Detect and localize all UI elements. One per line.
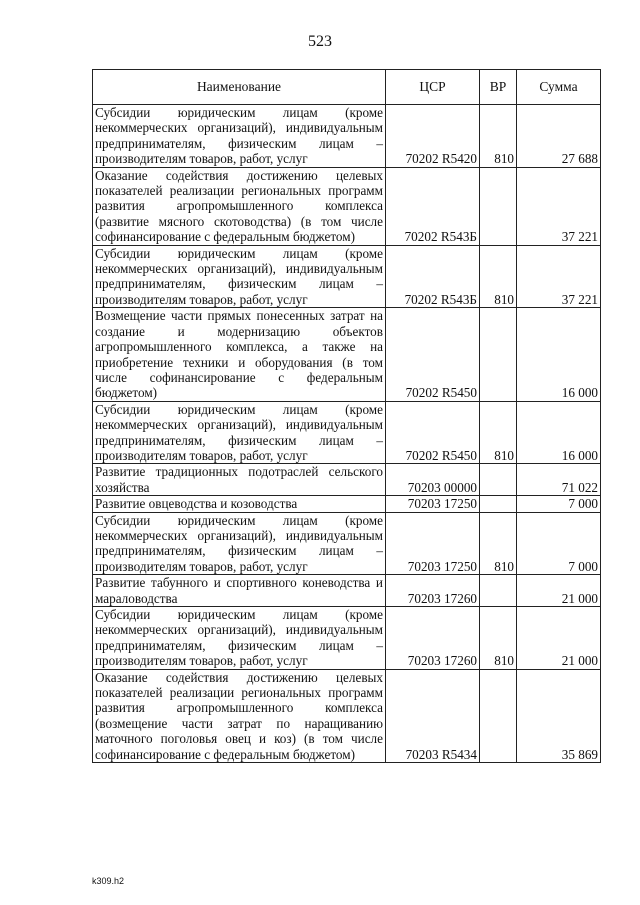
row-vr: 810 <box>480 512 517 575</box>
row-vr: 810 <box>480 401 517 464</box>
header-csr: ЦСР <box>386 70 480 105</box>
row-csr: 70202 R5450 <box>386 401 480 464</box>
row-sum: 37 221 <box>517 167 601 245</box>
row-sum: 71 022 <box>517 464 601 496</box>
row-sum: 7 000 <box>517 512 601 575</box>
table-row <box>93 607 601 670</box>
table-row <box>93 308 601 401</box>
row-csr: 70202 R543Б <box>386 245 480 308</box>
table-row <box>93 496 601 512</box>
row-csr: 70202 R5450 <box>386 308 480 401</box>
table-row <box>93 401 601 464</box>
header-vr: ВР <box>480 70 517 105</box>
row-name: Оказание содействия достижению целевых показателей реализации региональных программ развития агропромышленного комплекса (развитие мясного скотоводства) (в том числе софинансирование с федеральным бюджетом) <box>93 167 386 245</box>
row-csr: 70202 R543Б <box>386 167 480 245</box>
row-csr: 70203 17260 <box>386 575 480 607</box>
row-name: Субсидии юридическим лицам (кроме некоммерческих организаций), индивидуальным предпринимателям, физическим лицам – производителям товаров, работ, услуг <box>93 512 386 575</box>
row-sum: 35 869 <box>517 669 601 762</box>
table-row <box>93 245 601 308</box>
table-row <box>93 105 601 168</box>
row-vr <box>480 496 517 512</box>
row-name: Развитие овцеводства и козоводства <box>93 496 386 512</box>
row-csr: 70203 00000 <box>386 464 480 496</box>
row-vr <box>480 464 517 496</box>
row-name: Субсидии юридическим лицам (кроме некоммерческих организаций), индивидуальным предпринимателям, физическим лицам – производителям товаров, работ, услуг <box>93 245 386 308</box>
row-vr <box>480 669 517 762</box>
table-header-row <box>93 70 601 105</box>
row-vr <box>480 167 517 245</box>
row-name: Субсидии юридическим лицам (кроме некоммерческих организаций), индивидуальным предпринимателям, физическим лицам – производителям товаров, работ, услуг <box>93 401 386 464</box>
table-row <box>93 464 601 496</box>
row-vr: 810 <box>480 607 517 670</box>
row-sum: 16 000 <box>517 401 601 464</box>
row-vr: 810 <box>480 245 517 308</box>
row-csr: 70203 R5434 <box>386 669 480 762</box>
row-vr <box>480 575 517 607</box>
row-csr: 70203 17250 <box>386 496 480 512</box>
row-vr: 810 <box>480 105 517 168</box>
footer-code: k309.h2 <box>92 876 125 886</box>
row-name: Оказание содействия достижению целевых показателей реализации региональных программ развития агропромышленного комплекса (возмещение части затрат по наращиванию маточного поголовья овец и коз) (в том числе софинансирование с федеральным бюджетом) <box>93 669 386 762</box>
row-name: Субсидии юридическим лицам (кроме некоммерческих организаций), индивидуальным предпринимателям, физическим лицам – производителям товаров, работ, услуг <box>93 607 386 670</box>
row-vr <box>480 308 517 401</box>
header-sum: Сумма <box>517 70 601 105</box>
page-number: 523 <box>308 33 332 50</box>
header-name: Наименование <box>93 70 386 105</box>
table-row <box>93 669 601 762</box>
row-csr: 70203 17260 <box>386 607 480 670</box>
row-sum: 7 000 <box>517 496 601 512</box>
row-name: Развитие табунного и спортивного коневодства и мараловодства <box>93 575 386 607</box>
row-sum: 21 000 <box>517 607 601 670</box>
table-row <box>93 167 601 245</box>
table-row <box>93 575 601 607</box>
table-row <box>93 512 601 575</box>
row-name: Развитие традиционных подотраслей сельского хозяйства <box>93 464 386 496</box>
row-sum: 27 688 <box>517 105 601 168</box>
row-sum: 37 221 <box>517 245 601 308</box>
budget-table <box>92 69 601 763</box>
row-sum: 21 000 <box>517 575 601 607</box>
row-name: Субсидии юридическим лицам (кроме некоммерческих организаций), индивидуальным предпринимателям, физическим лицам – производителям товаров, работ, услуг <box>93 105 386 168</box>
row-csr: 70202 R5420 <box>386 105 480 168</box>
row-sum: 16 000 <box>517 308 601 401</box>
row-name: Возмещение части прямых понесенных затрат на создание и модернизацию объектов агропромышленного комплекса, а также на приобретение техники и оборудования (в том числе софинансирование с федеральным бюджетом) <box>93 308 386 401</box>
row-csr: 70203 17250 <box>386 512 480 575</box>
